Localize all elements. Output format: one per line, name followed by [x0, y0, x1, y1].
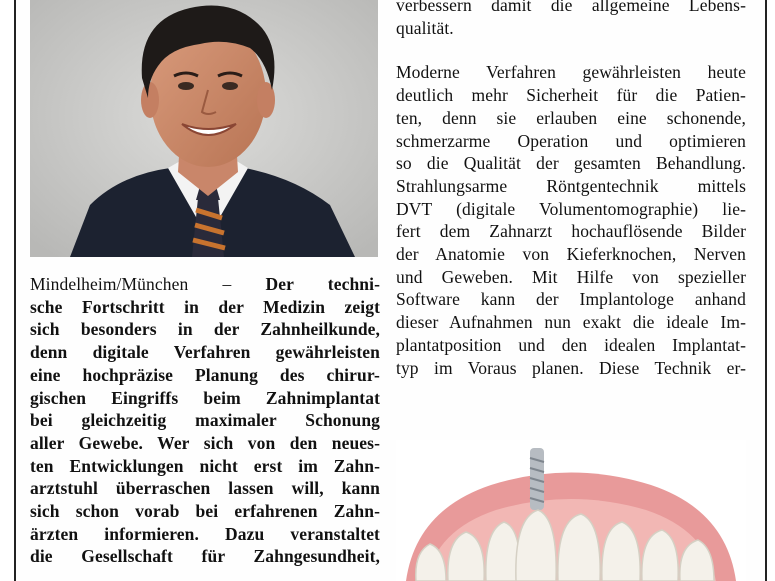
teeth-icon: [396, 440, 746, 581]
text-line: typ im Voraus planen. Diese Technik er-: [396, 357, 746, 378]
lead-text: sich besonders in der Zahnheilkunde,: [30, 319, 380, 340]
lead-text: gischen Eingriffs beim Zahnimplantat: [30, 387, 380, 408]
text-line: deutlich mehr Sicherheit für die Patien-: [396, 85, 746, 106]
text-line: [30, 500, 380, 523]
text-line: [30, 477, 380, 500]
text-line: [30, 318, 380, 341]
text-line: schmerzarme Operation und optimieren: [396, 130, 746, 151]
lead-text: eine hochpräzise Planung des chirur-: [30, 364, 380, 385]
text-line: [30, 296, 380, 319]
text-line: Software kann der Implantologe anhand: [396, 289, 746, 310]
text-line: Strahlungsarme Röntgentechnik mittels: [396, 175, 746, 196]
lead-text: ten Entwicklungen nicht erst im Zahn-: [30, 455, 380, 476]
paragraph-2: [396, 61, 746, 379]
text-line: [30, 364, 380, 387]
lead-text: sich schon vorab bei erfahrenen Zahn-: [30, 501, 380, 522]
text-line: so die Qualität der gesamten Behandlung.: [396, 153, 746, 174]
text-line: [30, 523, 380, 546]
text-line: und Geweben. Mit Hilfe von spezieller: [396, 266, 746, 287]
lead-text: Der techni-: [265, 274, 380, 294]
text-line: [30, 545, 380, 568]
dental-implant-illustration: [396, 440, 746, 581]
text-line: [30, 273, 380, 296]
paragraph-1: [396, 0, 746, 39]
text-line: [30, 409, 380, 432]
text-line: [30, 432, 380, 455]
lead-text: sche Fortschritt in der Medizin zeigt: [30, 296, 380, 317]
text-line: der Anatomie von Kieferknochen, Nerven: [396, 244, 746, 265]
text-line: Moderne Verfahren gewährleisten heute: [396, 62, 746, 83]
text-line: ten, denn sie erlauben eine schonende,: [396, 107, 746, 128]
left-border: [0, 0, 16, 581]
text-line: qualität.: [396, 17, 454, 38]
text-line: verbessern damit die allgemeine Lebens-: [396, 0, 746, 15]
dateline: Mindelheim/München –: [30, 274, 266, 294]
text-line: [30, 387, 380, 410]
lead-text: ärzten informieren. Dazu veranstaltet: [30, 523, 380, 544]
portrait-photo: [30, 0, 378, 257]
text-line: dieser Aufnahmen nun exakt die ideale Im-: [396, 312, 746, 333]
text-line: fert dem Zahnarzt hochauflösende Bilder: [396, 221, 746, 242]
portrait-illustration: [30, 0, 378, 257]
lead-text: bei gleichzeitig maximaler Schonung: [30, 410, 380, 431]
lead-text: arztstuhl überraschen lassen will, kann: [30, 478, 380, 499]
lead-text: denn digitale Verfahren gewährleisten: [30, 342, 380, 363]
right-border: [765, 0, 775, 581]
lead-text: aller Gewebe. Wer sich von den neues-: [30, 432, 380, 453]
text-line: plantatposition und den idealen Implantat-: [396, 334, 746, 355]
lead-text: die Gesellschaft für Zahngesundheit,: [30, 546, 380, 567]
text-line: [30, 455, 380, 478]
text-line: [30, 341, 380, 364]
right-column: [396, 0, 746, 379]
text-line: DVT (digitale Volumentomographie) lie-: [396, 198, 746, 219]
left-column: [30, 273, 380, 568]
